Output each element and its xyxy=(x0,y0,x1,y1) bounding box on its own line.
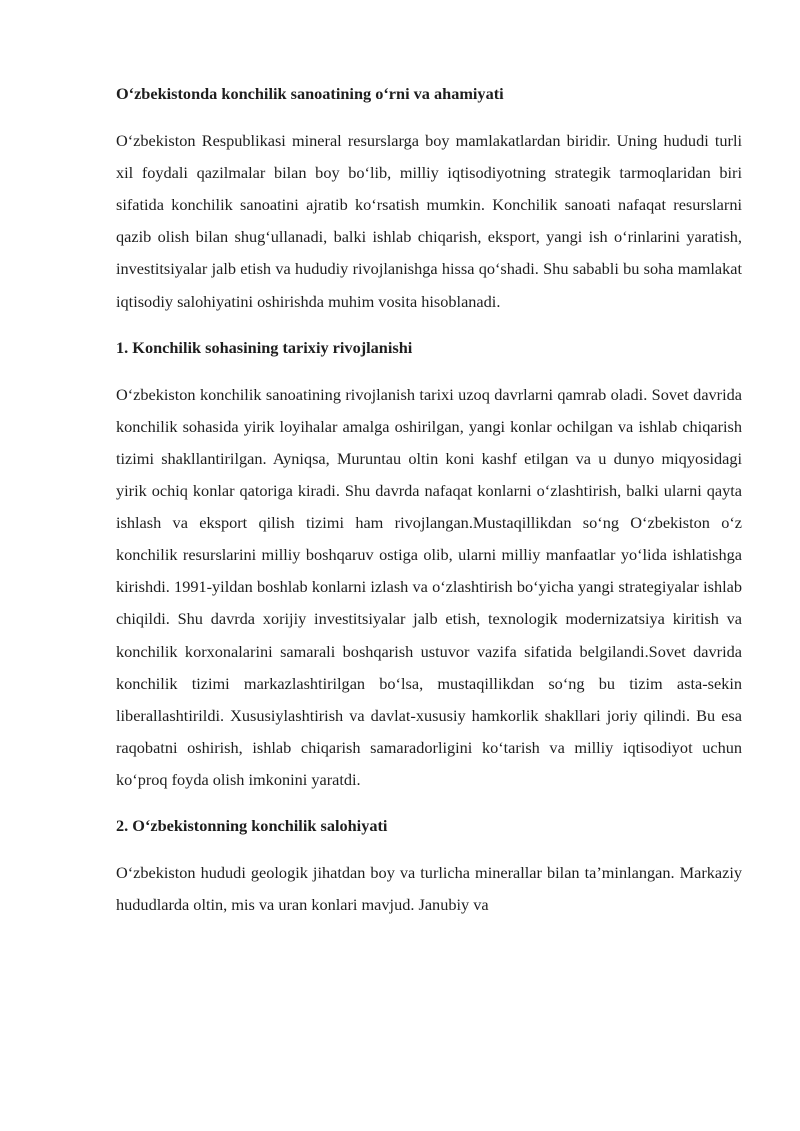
document-title: O‘zbekistonda konchilik sanoatining o‘rni va ahamiyati xyxy=(116,84,504,103)
intro-paragraph: O‘zbekiston Respublikasi mineral resurslarga boy mamlakatlardan biridir. Uning hududi turli xil foydali qazilmalar bilan boy bo‘lib, milliy iqtisodiyotning strategik tarmoqlaridan biri sifatida konchilik sanoatini ajratib ko‘rsatish mumkin. Konchilik sanoati nafaqat resurslarni qazib olish bilan shug‘ullanadi, balki ishlab chiqarish, eksport, yangi ish o‘rinlarini yaratish, investitsiyalar jalb etish va hududiy rivojlanishga hissa qo‘shadi. Shu sababli bu soha mamlakat iqtisodiy salohiyatini oshirishda muhim vosita hisoblanadi. xyxy=(116,131,742,311)
section-body-potential: O‘zbekiston hududi geologik jihatdan boy va turlicha minerallar bilan ta’minlangan. Markaziy hududlarda oltin, mis va uran konlari mavjud. Janubiy va xyxy=(116,863,742,915)
section-heading-potential: 2. O‘zbekistonning konchilik salohiyati xyxy=(116,815,388,835)
section-body-history: O‘zbekiston konchilik sanoatining rivojlanish tarixi uzoq davrlarni qamrab oladi. Sovet davrida konchilik sohasida yirik loyihalar amalga oshirilgan, yangi konlar ochilgan va ishlab chiqarish tizimi shakllantirilgan. Ayniqsa, Muruntau oltin koni kashf etilgan va u dunyo miqyosidagi yirik ochiq konlar qatoriga kiradi. Shu davrda nafaqat konlarni o‘zlashtirish, balki ularni qayta ishlash va eksport qilish tizimi ham rivojlangan.Mustaqillikdan so‘ng O‘zbekiston o‘z konchilik resurslarini milliy boshqaruv ostiga olib, ularni milliy manfaatlar yo‘lida ishlatishga kirishdi. 1991-yildan boshlab konlarni izlash va o‘zlashtirish bo‘yicha yangi strategiyalar ishlab chiqildi. Shu davrda xorijiy investitsiyalar jalb etish, texnologik modernizatsiya kiritish va konchilik korxonalarini samarali boshqarish ustuvor vazifa sifatida belgilandi.Sovet davrida konchilik tizimi markazlashtirilgan bo‘lsa, mustaqillikdan so‘ng bu tizim asta-sekin liberallashtirildi. Xususiylashtirish va davlat-xususiy hamkorlik shakllari joriy qilindi. Bu esa raqobatni oshirish, ishlab chiqarish samaradorligini ko‘tarish va milliy iqtisodiyot uchun ko‘proq foyda olish imkonini yaratdi. xyxy=(116,384,742,789)
document-content xyxy=(116,78,742,921)
section-heading-history: 1. Konchilik sohasining tarixiy rivojlanishi xyxy=(116,337,413,357)
